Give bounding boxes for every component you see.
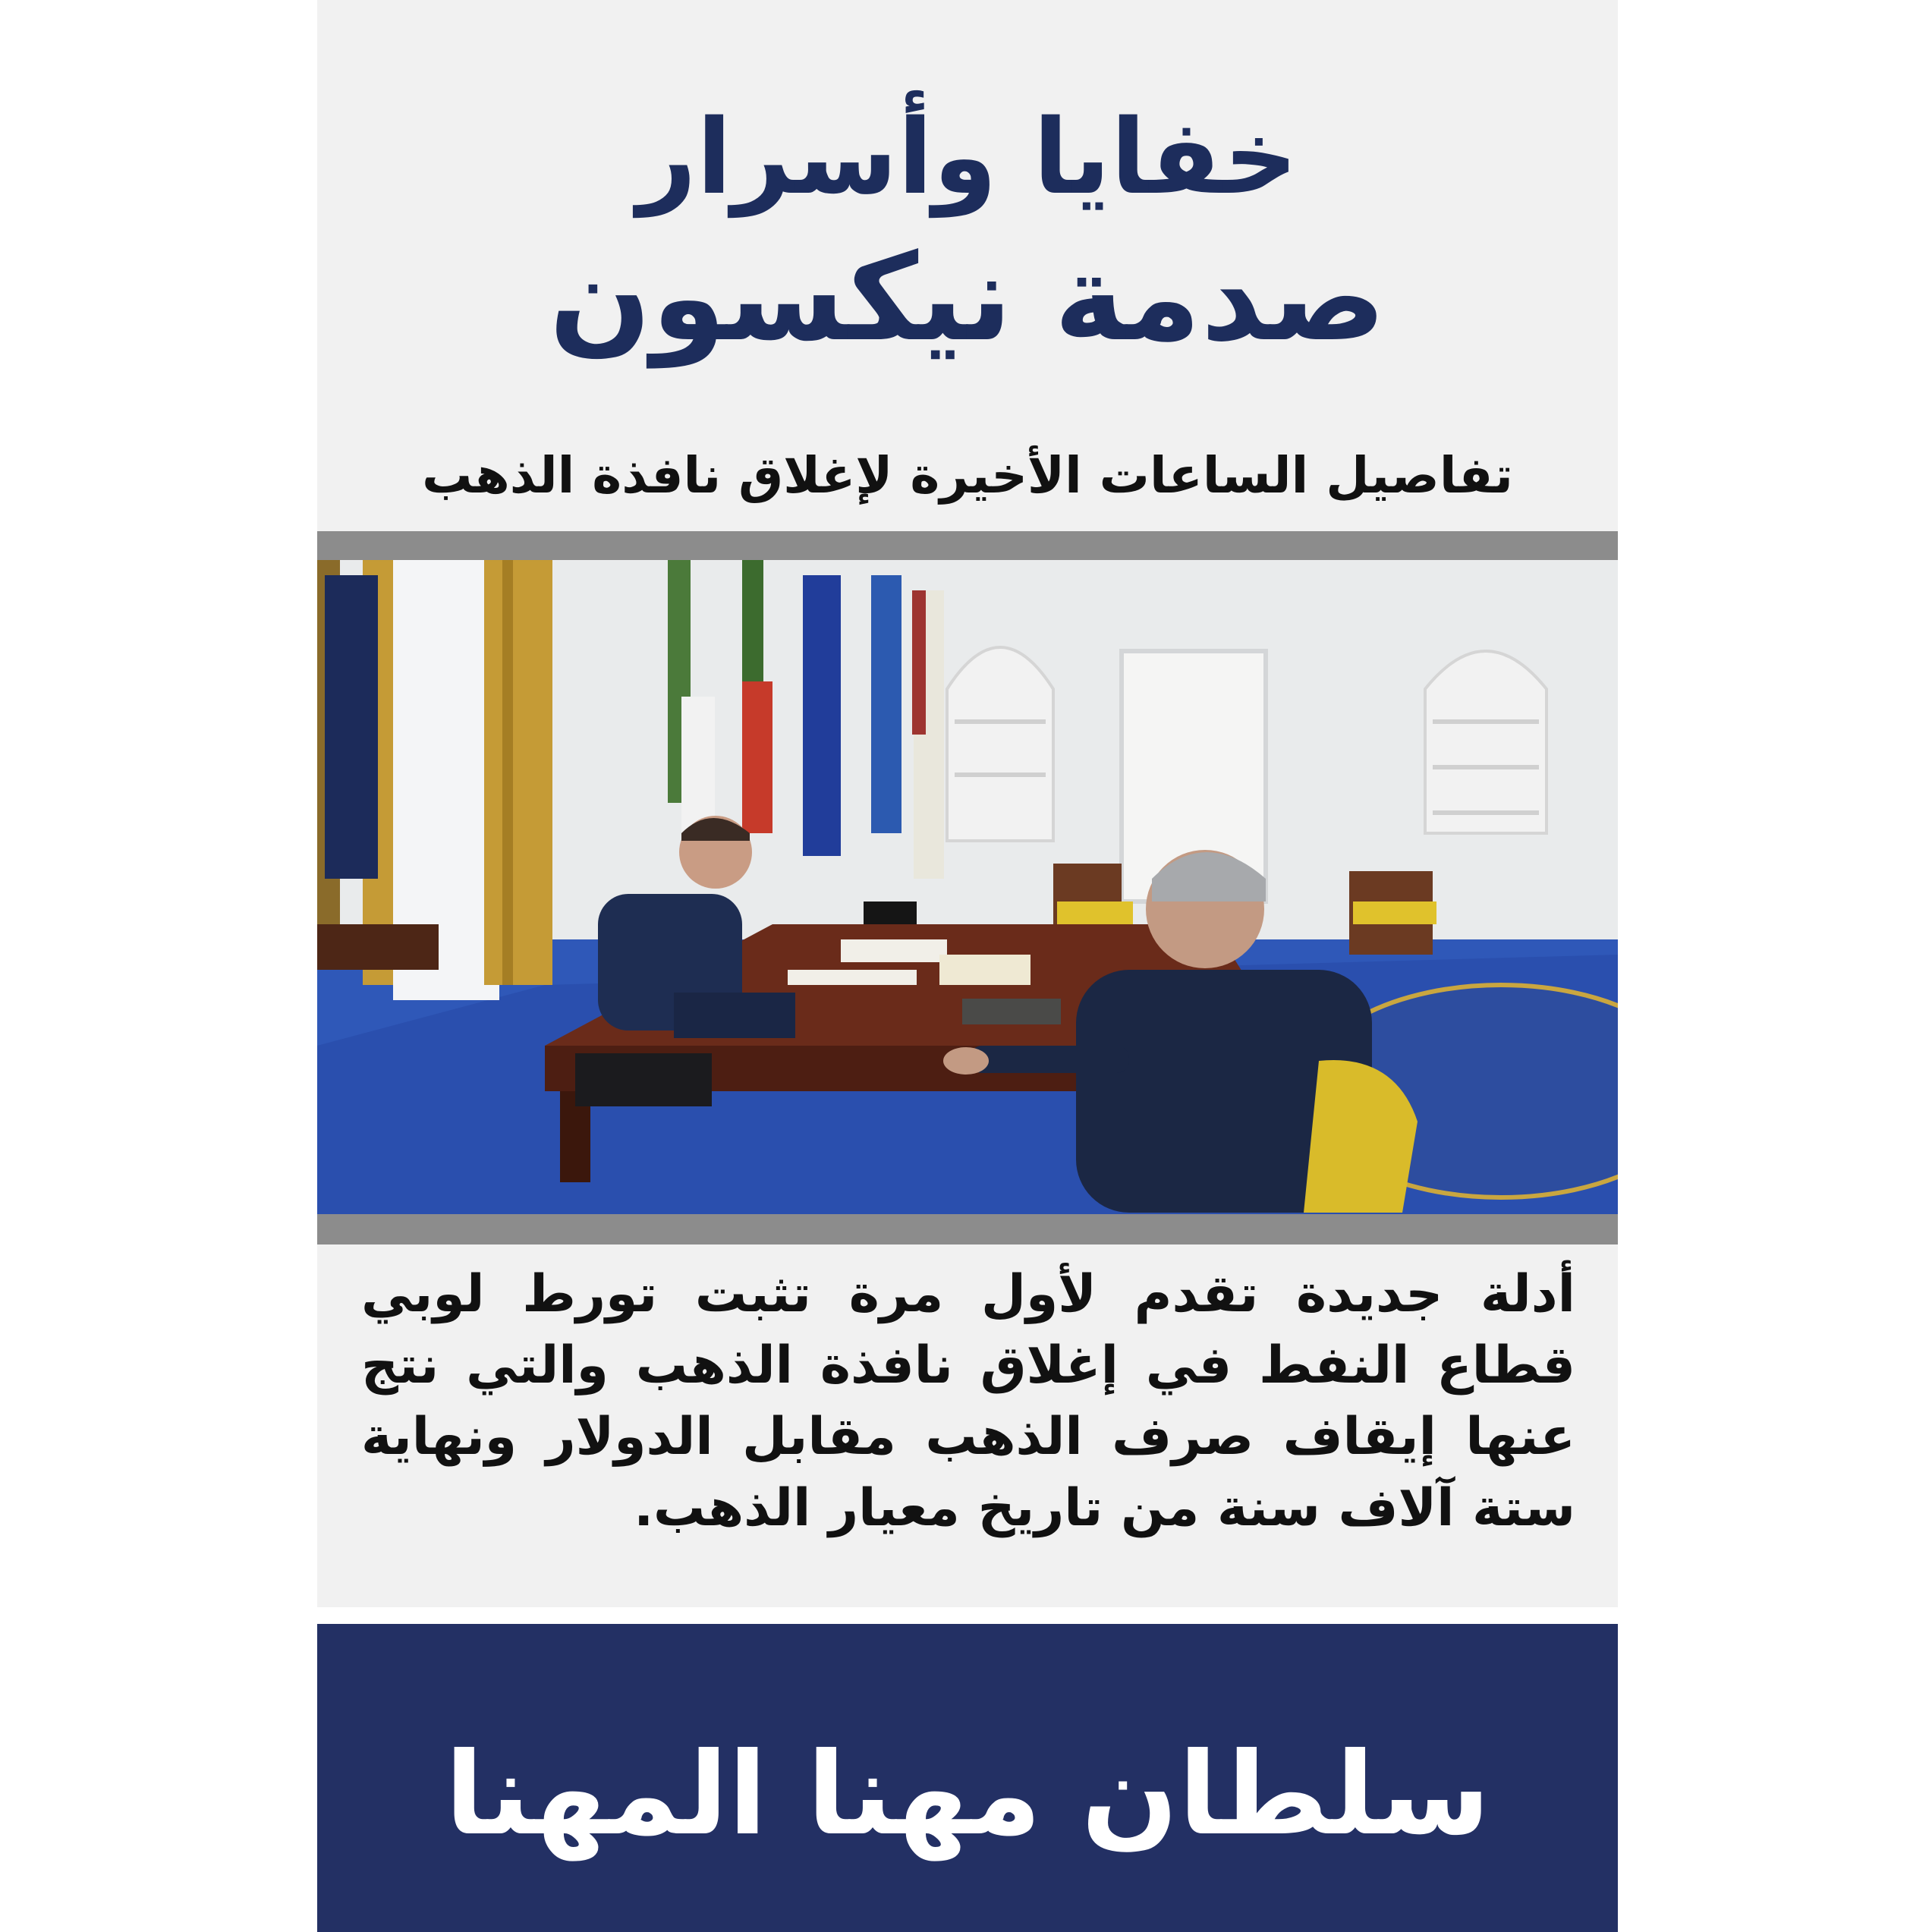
blurb-line-4: ستة آلاف سنة من تاريخ معيار الذهب. bbox=[634, 1478, 1575, 1538]
blurb-line-3: عنها إيقاف صرف الذهب مقابل الدولار ونهاية bbox=[361, 1407, 1575, 1467]
author-name: سلطان مهنا المهنا bbox=[445, 1729, 1490, 1861]
oval-office-photo bbox=[317, 560, 1618, 1214]
gray-band-bottom bbox=[317, 1214, 1618, 1244]
title-block bbox=[317, 98, 1618, 368]
blurb-line-2: قطاع النفط في إغلاق نافذة الذهب والتي نتج bbox=[361, 1336, 1575, 1396]
title-line-1: خفايا وأسرار bbox=[637, 98, 1298, 218]
gray-band-top bbox=[317, 531, 1618, 560]
subtitle: تفاصيل الساعات الأخيرة لإغلاق نافذة الذهب bbox=[422, 446, 1513, 505]
blurb bbox=[361, 1264, 1575, 1554]
title-line-2: صدمة نيكسون bbox=[549, 228, 1386, 368]
cover-photo bbox=[317, 560, 1618, 1214]
book-cover bbox=[317, 0, 1618, 1932]
blurb-line-1: أدلة جديدة تقدم لأول مرة تثبت تورط لوبي bbox=[361, 1264, 1575, 1324]
